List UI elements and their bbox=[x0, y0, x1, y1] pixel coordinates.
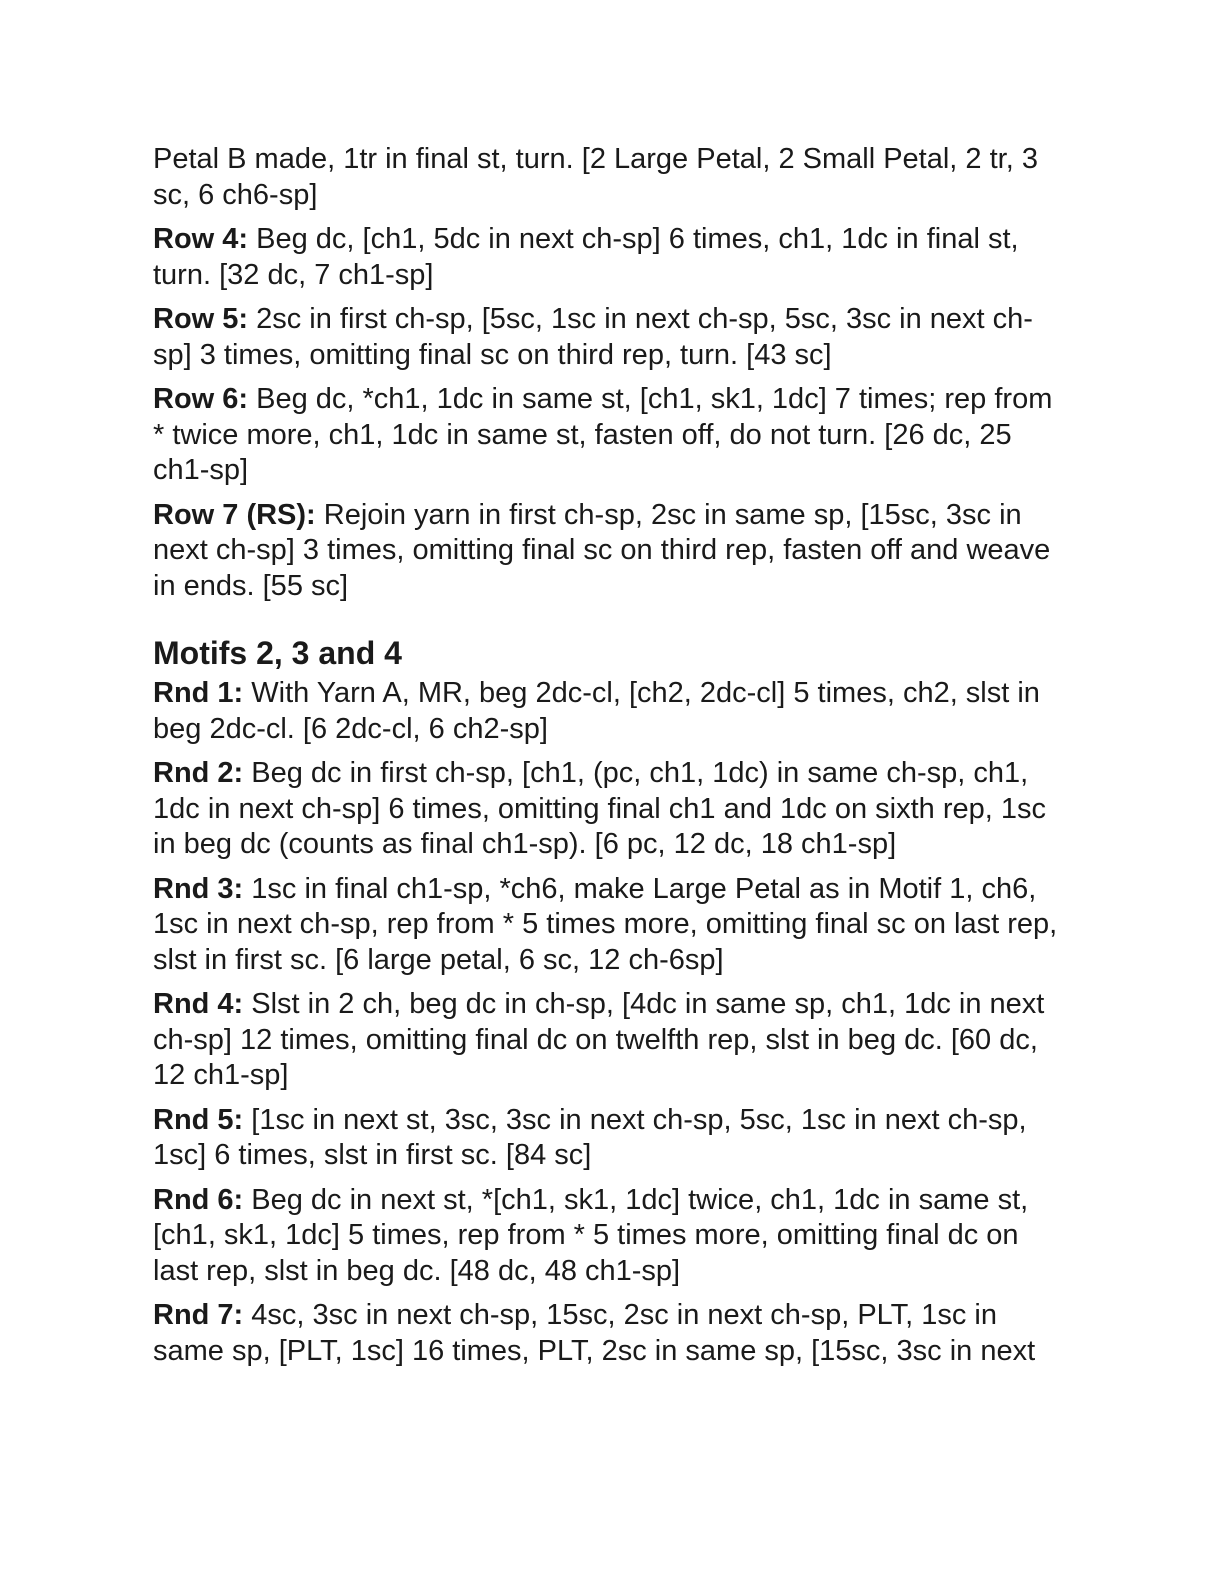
document-page bbox=[153, 142, 1068, 1378]
rnd-4-paragraph bbox=[153, 987, 1068, 1094]
rnd-5-text: [1sc in next st, 3sc, 3sc in next ch-sp, 5sc, 1sc in next ch-sp, 1sc] 6 times, slst in first sc. [84 sc] bbox=[153, 1103, 1027, 1171]
intro-paragraph bbox=[153, 142, 1068, 213]
rnd-5-label: Rnd 5: bbox=[153, 1103, 244, 1136]
section-heading: Motifs 2, 3 and 4 bbox=[153, 635, 402, 671]
intro-text: Petal B made, 1tr in final st, turn. [2 Large Petal, 2 Small Petal, 2 tr, 3 sc, 6 ch6-sp] bbox=[153, 143, 1038, 211]
row-7-paragraph bbox=[153, 498, 1068, 605]
rnd-2-label: Rnd 2: bbox=[153, 757, 244, 789]
rnd-3-label: Rnd 3: bbox=[153, 872, 244, 905]
row-6-paragraph bbox=[153, 382, 1068, 489]
rnd-2-paragraph bbox=[153, 756, 1068, 863]
rnd-5-paragraph bbox=[153, 1103, 1068, 1174]
row-6-text: Beg dc, *ch1, 1dc in same st, [ch1, sk1, 1dc] 7 times; rep from * twice more, ch1, 1dc in same st, fasten off, do not turn. [26 dc, 25 ch1-sp] bbox=[153, 383, 1053, 486]
rnd-3-text: 1sc in final ch1-sp, *ch6, make Large Petal as in Motif 1, ch6, 1sc in next ch-sp, rep from * 5 times more, omitting final sc on last rep, slst in first sc. [6 large petal, 6 sc, 12 ch-6sp] bbox=[153, 872, 1058, 976]
row-7-text: Rejoin yarn in first ch-sp, 2sc in same sp, [15sc, 3sc in next ch-sp] 3 times, omitting final sc on third rep, fasten off and weave in ends. [55 sc] bbox=[153, 498, 1051, 602]
row-4-paragraph bbox=[153, 222, 1068, 293]
rnd-3-paragraph bbox=[153, 872, 1068, 979]
rnd-7-label: Rnd 7: bbox=[153, 1299, 244, 1331]
rnd-7-paragraph bbox=[153, 1298, 1068, 1369]
row-7-label: Row 7 (RS): bbox=[153, 498, 316, 531]
rnd-1-text: With Yarn A, MR, beg 2dc-cl, [ch2, 2dc-cl] 5 times, ch2, slst in beg 2dc-cl. [6 2dc-cl, 6 ch2-sp] bbox=[153, 677, 1040, 745]
rnd-2-text: Beg dc in first ch-sp, [ch1, (pc, ch1, 1dc) in same ch-sp, ch1, 1dc in next ch-sp] 6 times, omitting final ch1 and 1dc on sixth rep, 1sc in beg dc (counts as final ch1-sp). [6 pc, 12 dc, 18 ch1-sp] bbox=[153, 757, 1047, 860]
rnd-6-paragraph bbox=[153, 1183, 1068, 1290]
rnd-7-text: 4sc, 3sc in next ch-sp, 15sc, 2sc in next ch-sp, PLT, 1sc in same sp, [PLT, 1sc] 16 times, PLT, 2sc in same sp, [15sc, 3sc in next bbox=[153, 1299, 1036, 1367]
row-5-label: Row 5: bbox=[153, 303, 249, 335]
row-6-label: Row 6: bbox=[153, 383, 249, 415]
rnd-1-paragraph bbox=[153, 676, 1068, 747]
row-5-text: 2sc in first ch-sp, [5sc, 1sc in next ch-sp, 5sc, 3sc in next ch-sp] 3 times, omitting final sc on third rep, turn. [43 sc] bbox=[153, 303, 1033, 371]
rnd-6-text: Beg dc in next st, *[ch1, sk1, 1dc] twice, ch1, 1dc in same st, [ch1, sk1, 1dc] 5 times, rep from * 5 times more, omitting final dc on last rep, slst in beg dc. [48 dc, 48 ch1-sp] bbox=[153, 1183, 1029, 1287]
row-4-text: Beg dc, [ch1, 5dc in next ch-sp] 6 times, ch1, 1dc in final st, turn. [32 dc, 7 ch1-sp] bbox=[153, 223, 1019, 291]
row-5-paragraph bbox=[153, 302, 1068, 373]
rnd-4-text: Slst in 2 ch, beg dc in ch-sp, [4dc in same sp, ch1, 1dc in next ch-sp] 12 times, omitting final dc on twelfth rep, slst in beg dc. [60 dc, 12 ch1-sp] bbox=[153, 988, 1045, 1091]
row-4-label: Row 4: bbox=[153, 223, 249, 255]
rnd-1-label: Rnd 1: bbox=[153, 677, 244, 709]
rnd-4-label: Rnd 4: bbox=[153, 988, 244, 1020]
rnd-6-label: Rnd 6: bbox=[153, 1183, 244, 1216]
